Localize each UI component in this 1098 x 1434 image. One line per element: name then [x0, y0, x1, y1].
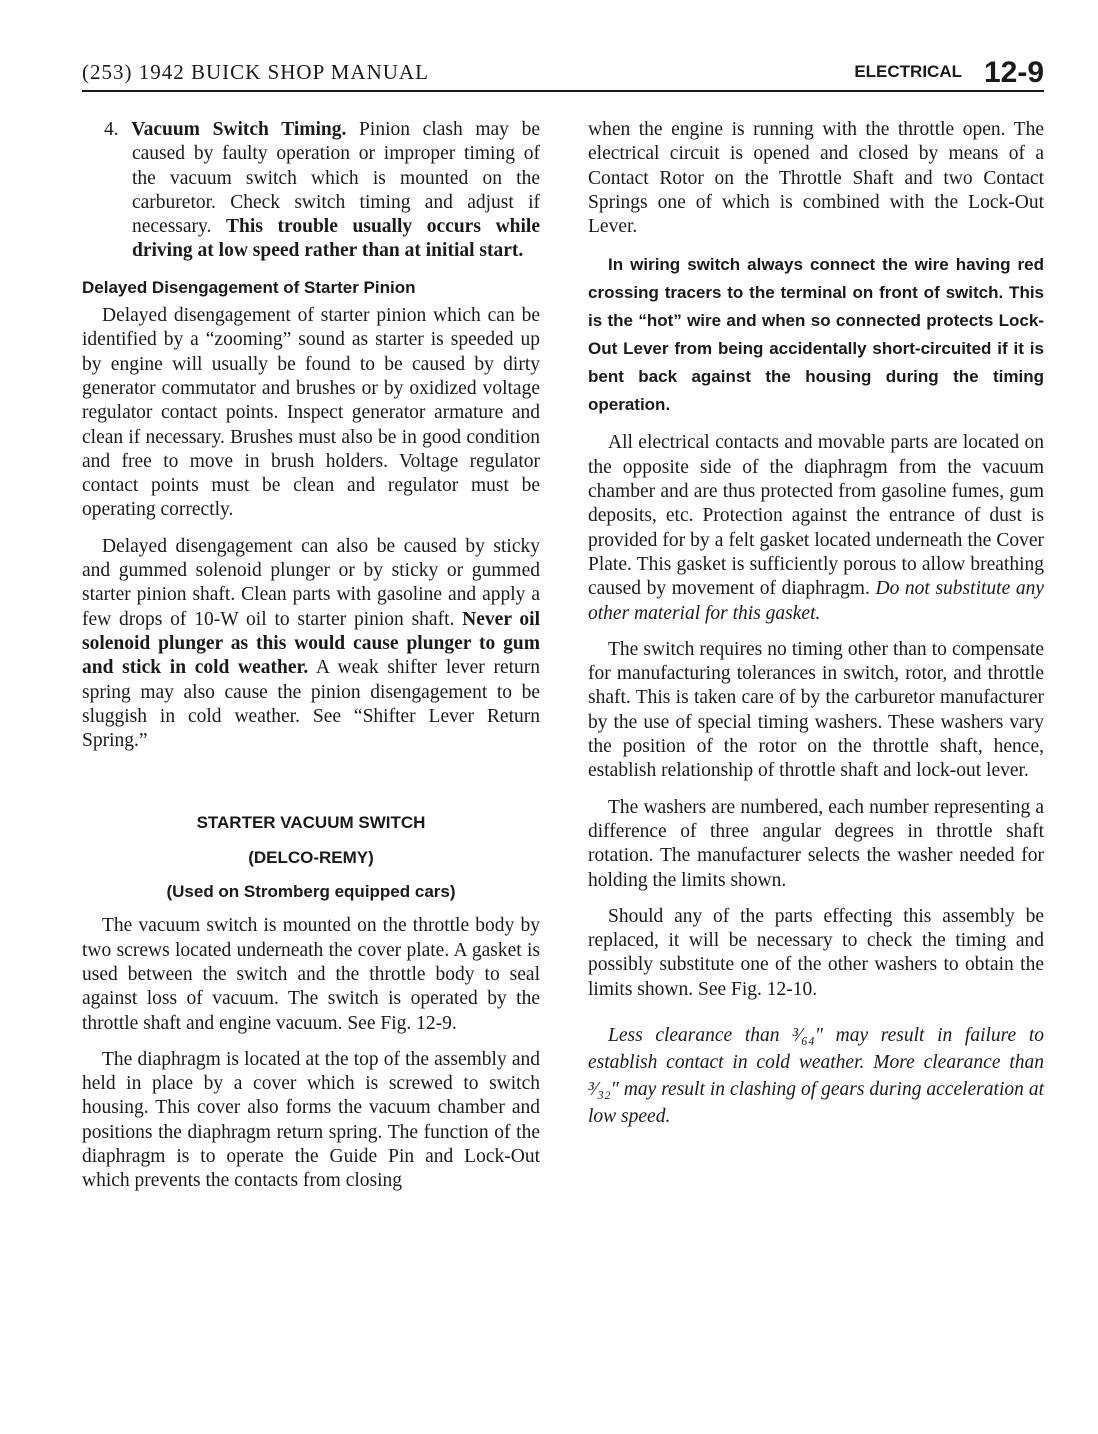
switch-paragraph-2: The diaphragm is located at the top of the assembly and held in place by a cover which is screwed to switch housing. This cover also forms the vacuum chamber and positions the diaphragm return spring. The function of the diaphragm is to operate the Guide Pin and Lock-Out which prevents the contacts from closing [82, 1048, 540, 1192]
left-column [82, 118, 540, 1206]
washers-paragraph: The washers are numbered, each number representing a difference of three angular degrees in throttle shaft rotation. The manufacturer selects the washer needed for holding the limits shown. [588, 796, 1044, 891]
replace-paragraph: Should any of the parts effecting this assembly be replaced, it will be necessary to check the timing and possibly substitute one of the other washers to obtain the limits shown. See Fig. 12-10. [588, 905, 1044, 1000]
list-item-bold-text: This trouble usually occurs while driving at low speed rather than at initial start. [132, 216, 540, 262]
delayed-p2-text-b: A weak shifter lever return spring may also cause the pinion disengagement to be sluggish in cold weather. See “Shifter Lever Return Spring.” [82, 657, 541, 752]
delayed-p2-text-a: Delayed disengagement can also be caused by sticky and gummed solenoid plunger or by sticky or gummed starter pinion shaft. Clean parts with gasoline and apply a few drops of 10-W oil to starter pinion shaft. [82, 535, 540, 630]
header-manual-title: (253) 1942 BUICK SHOP MANUAL [82, 60, 429, 84]
delayed-disengagement-heading: Delayed Disengagement of Starter Pinion [82, 277, 416, 297]
contacts-text: All electrical contacts and movable parts are located on the opposite side of the diaphragm from the vacuum chamber and are thus protected from gasoline fumes, gum deposits, etc. Protection against the entrance of dust is provided for by a felt gasket located underneath the Cover Plate. This gasket is sufficiently porous to allow breathing caused by movement of diaphragm. [588, 432, 1044, 600]
section-subtitle-stromberg: (Used on Stromberg equipped cars) [166, 882, 456, 902]
contacts-italic-warning: Do not substitute any other material for this gasket. [588, 578, 1044, 624]
list-item-number: 4. [104, 119, 119, 140]
timing-paragraph: The switch requires no timing other than to compensate for manufacturing tolerances in switch, rotor, and throttle shaft. This is taken care of by the carburetor manufacturer by the use of special timing washers. These washers vary the position of the rotor on the throttle shaft, hence, establish relationship of throttle shaft and lock-out lever. [588, 638, 1044, 782]
header-page-number: 12-9 [983, 56, 1044, 89]
switch-paragraph-1: The vacuum switch is mounted on the throttle body by two screws located underneath the cover plate. A gasket is used between the switch and the throttle body to seal against loss of vacuum. The switch is operated by the throttle shaft and engine vacuum. See Fig. 12-9. [82, 915, 540, 1034]
clearance-note: Less clearance than ³⁄₆₄″ may result in failure to establish contact in cold weather. More clearance than ³⁄₃₂″ may result in clashing of gears during acceleration at low speed. [588, 1025, 1044, 1128]
delayed-paragraph-2 [82, 535, 540, 754]
page-header [82, 58, 1044, 92]
delayed-p2-warning: Never oil solenoid plunger as this would cause plunger to gum and stick in cold weather. [82, 608, 541, 679]
right-column [588, 118, 1044, 1142]
wiring-paragraph: In wiring switch always connect the wire having red crossing tracers to the terminal on front of switch. This is the “hot” wire and when so connected protects Lock-Out Lever from being accidentally short-circuited if it is bent back against the housing during the timing operation. [588, 255, 1044, 415]
list-item-text: Pinion clash may be caused by faulty operation or improper timing of the vacuum switch which is mounted on the carburetor. Check switch timing and adjust if necessary. [132, 119, 540, 238]
delayed-paragraph-1: Delayed disengagement of starter pinion which can be identified by a “zooming” sound as starter is speeded up by engine will usually be found to be caused by dirty generator commutator and brushes or by oxidized voltage regulator contact points. Inspect generator armature and clean if necessary. Brushes must also be in good condition and free to move in brush holders. Voltage regulator contact points must be clean and regulator must be operating correctly. [82, 305, 540, 521]
contacts-paragraph [588, 431, 1044, 625]
section-subtitle-delco: (DELCO-REMY) [248, 847, 374, 867]
section-title: STARTER VACUUM SWITCH [196, 813, 426, 833]
list-item-title: Vacuum Switch Timing. [131, 119, 347, 140]
header-section-title: ELECTRICAL [854, 62, 962, 81]
list-item-vacuum-switch-timing [82, 118, 540, 264]
continued-paragraph: when the engine is running with the throttle open. The electrical circuit is opened and closed by means of a Contact Rotor on the Throttle Shaft and two Contact Springs one of which is combined with the Lock-Out Lever. [588, 119, 1044, 238]
